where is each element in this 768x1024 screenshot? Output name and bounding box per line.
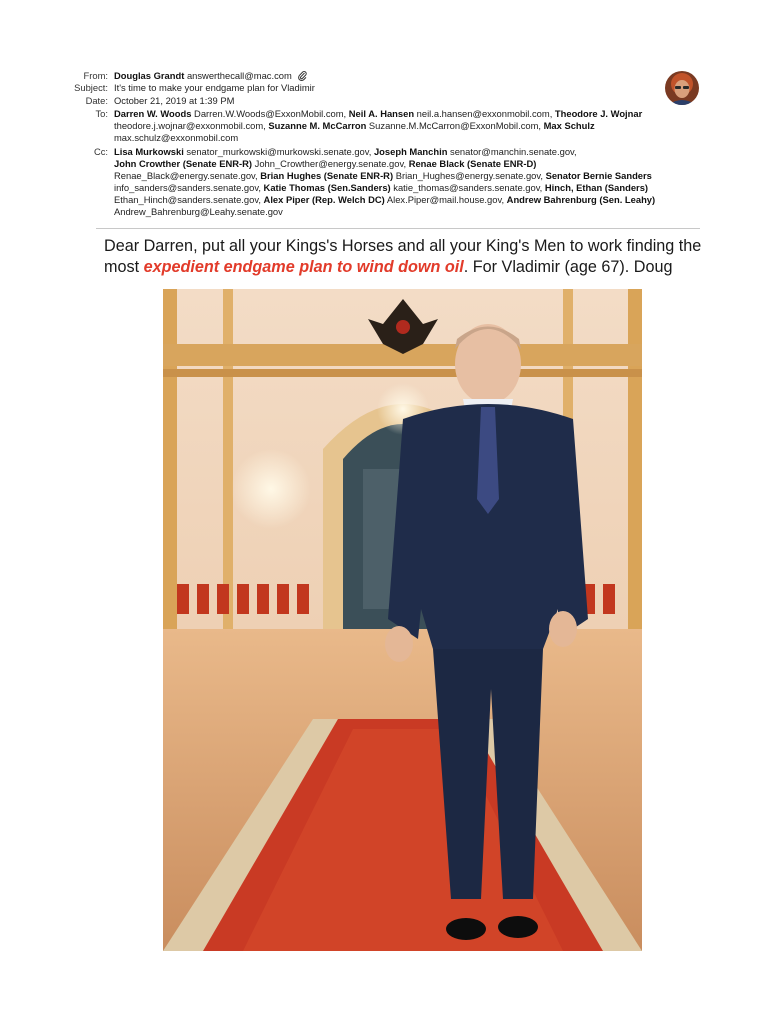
to-recipients[interactable] [114,108,689,144]
message-body [104,236,704,277]
cc-recipient-line[interactable]: info_sanders@sanders.senate.gov, Katie Thomas (Sen.Sanders) katie_thomas@sanders.senate.gov, Hinch, Ethan (Sanders) [114,182,649,194]
header-divider [96,228,700,229]
cc-recipients[interactable] [114,146,689,219]
from-name[interactable]: Douglas Grandt [114,70,185,81]
embedded-photo [163,289,642,951]
cc-recipient-line[interactable]: Renae_Black@energy.senate.gov, Brian Hughes (Senate ENR-R) Brian_Hughes@energy.senate.gov, Senator Bernie Sanders [114,170,652,182]
to-recipient-line[interactable]: max.schulz@exxonmobil.com [114,132,239,144]
sender-avatar[interactable] [665,71,699,105]
date-label: Date: [85,95,108,106]
paperclip-icon[interactable] [298,70,307,81]
cc-recipient-line[interactable]: Ethan_Hinch@sanders.senate.gov, Alex Piper (Rep. Welch DC) Alex.Piper@mail.house.gov, Andrew Bahrenburg (Sen. Leahy) [114,194,656,206]
from-label: From: [83,70,108,81]
cc-label: Cc: [93,146,108,157]
subject-label: Subject: [74,82,108,93]
message-line-1: Dear Darren, put all your Kings's Horses and all your King's Men to work finding the [104,237,702,255]
to-recipient-line[interactable]: theodore.j.wojnar@exxonmobil.com, Suzanne M. McCarron Suzanne.M.McCarron@ExxonMobil.com, Max Schulz [114,120,595,132]
to-recipient-line[interactable]: Darren W. Woods Darren.W.Woods@ExxonMobil.com, Neil A. Hansen neil.a.hansen@exxonmobil.com, Theodore J. Wojnar [114,108,643,119]
cc-recipient-line[interactable]: John Crowther (Senate ENR-R) John_Crowther@energy.senate.gov, Renae Black (Senate ENR-D) [114,158,537,170]
cc-recipient-line[interactable]: Lisa Murkowski senator_murkowski@murkowski.senate.gov, Joseph Manchin senator@manchin.senate.gov, [114,146,577,157]
highlight-text: expedient endgame plan to wind down oil [143,257,464,276]
message-line-2: most expedient endgame plan to wind down oil. For Vladimir (age 67). Doug [104,257,673,276]
cc-recipient-line[interactable]: Andrew_Bahrenburg@Leahy.senate.gov [114,206,283,218]
date-text: October 21, 2019 at 1:39 PM [114,95,235,106]
from-email[interactable]: answerthecall@mac.com [186,70,292,81]
subject-text: It's time to make your endgame plan for Vladimir [114,82,315,93]
to-label: To: [95,108,108,119]
